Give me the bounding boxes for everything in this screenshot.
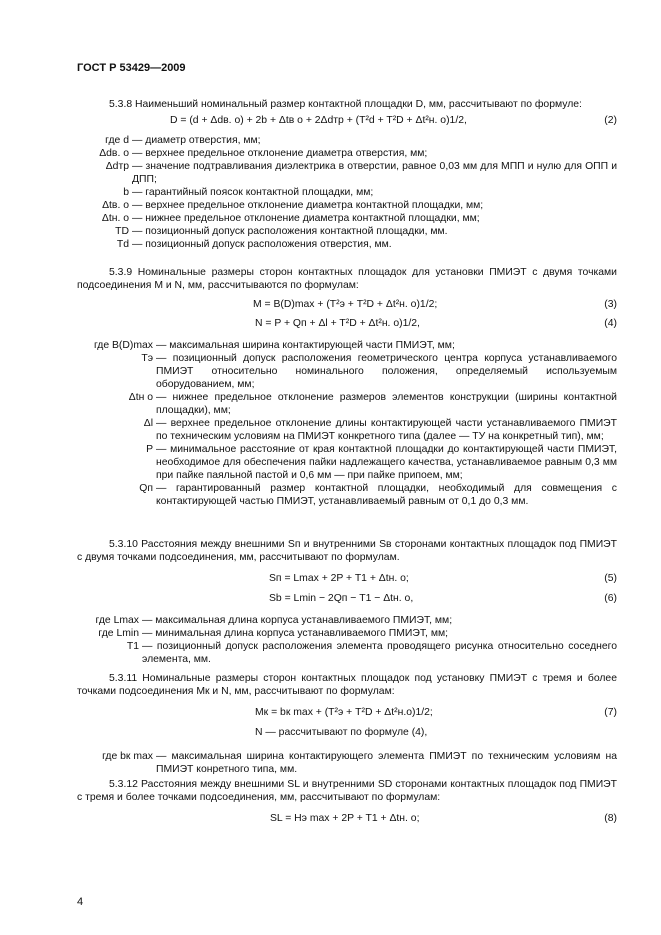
section-5-3-9-definitions [77, 339, 617, 508]
formula-7-number: (7) [604, 707, 617, 718]
section-5-3-11-intro: 5.3.11 Номинальные размеры сторон контактных площадок под установку ПМИЭТ с тремя и более точками подсоединения Mк и N, мм, рассчитывают по формулам: [77, 673, 617, 697]
definition-text: — максимальная длина корпуса устанавливаемого ПМИЭТ, мм; [142, 615, 453, 626]
definition-text: — минимальная длина корпуса устанавливаемого ПМИЭТ, мм; [142, 628, 448, 639]
definition-symbol: Δl [143, 418, 153, 429]
formula-8-number: (8) [604, 813, 617, 824]
section-5-3-12-intro: 5.3.12 Расстояния между внешними SL и внутренними SD сторонами контактных площадок под ПМИЭТ с тремя и более точками подсоединения, мм, рассчитывают по формулам: [77, 779, 617, 803]
formula-2 [77, 114, 617, 128]
definition-item [77, 417, 617, 443]
definition-item [77, 443, 617, 482]
definition-symbol: где Lmin [98, 628, 139, 639]
definition-text: — нижнее предельное отклонение диаметра контактной площадки, мм; [132, 213, 480, 224]
formula-7 [77, 706, 617, 720]
definition-item [77, 352, 617, 391]
formula-5 [77, 572, 617, 586]
definition-symbol: TD [115, 226, 129, 237]
definition-symbol: Δtв. о [102, 200, 129, 211]
definition-text: — минимальное расстояние от края контактной площадки до контактирующей части ПМИЭТ, необходимое для обеспечения пайки надлежащего качества, устанавливаемое равным 0,3 мм при пайке паяльной пастой и 0,6 мм — при пайке припоем, мм; [156, 444, 617, 481]
formula-3-number: (3) [604, 299, 617, 310]
definition-text: — позиционный допуск расположения отверстия, мм. [132, 239, 392, 250]
definition-item [77, 238, 617, 251]
definition-symbol: Δdв. о [99, 148, 129, 159]
section-5-3-8-text [77, 98, 617, 111]
definition-symbol: где d [105, 135, 129, 146]
definition-item [77, 640, 617, 666]
section-5-3-10-definitions [77, 614, 617, 666]
definition-item [77, 482, 617, 508]
definition-text: — значение подтравливания диэлектрика в отверстии, равное 0,03 мм для МПП и нулю для ОПП и ДПП; [132, 161, 617, 185]
section-5-3-11-definitions [77, 750, 617, 776]
definition-item [77, 134, 617, 147]
definition-item [77, 160, 617, 186]
definition-symbol: Qп [139, 483, 153, 494]
formula-3-expression: M = B(D)max + (T²э + T²D + Δt²н. о)1/2; [253, 299, 438, 310]
formula-2-number: (2) [604, 115, 617, 126]
formula-2-expression: D = (d + Δdв. о) + 2b + Δtв о + 2Δdтр + (T²d + T²D + Δt²н. о)1/2, [170, 115, 467, 126]
section-5-3-9-text [77, 266, 617, 292]
section-5-3-10-text [77, 538, 617, 564]
definition-symbol: Δtн о [128, 392, 153, 403]
formula-4-number: (4) [604, 318, 617, 329]
section-5-3-8-definitions [77, 134, 617, 251]
definition-symbol: где B(D)max [93, 340, 153, 351]
definition-text: — гарантированный размер контактной площадки, необходимый для совмещения с контактирующей частью ПМИЭТ, устанавливаемый равным от 0,1 до 0,3 мм. [156, 483, 617, 507]
definition-symbol: Tэ [141, 353, 153, 364]
formula-5-number: (5) [604, 573, 617, 584]
definition-text: — позиционный допуск расположения контактной площадки, мм. [132, 226, 448, 237]
formula-7-expression: Mк = bк max + (T²э + T²D + Δt²н.о)1/2; [255, 707, 433, 718]
definition-symbol: где bк max [102, 751, 153, 762]
page-number: 4 [77, 896, 84, 908]
definition-text: — верхнее предельное отклонение длины контактирующей части устанавливаемого ПМИЭТ по техническим условиям на ПМИЭТ конкретного типа (далее — ТУ на конкретный тип), мм; [156, 418, 617, 442]
section-5-3-10-intro: 5.3.10 Расстояния между внешними Sп и внутренними Sв сторонами контактных площадок под ПМИЭТ с двумя точками подсоединения, мм, рассчитывают по формулам. [77, 539, 617, 563]
document-header: ГОСТ Р 53429—2009 [77, 62, 186, 74]
definition-item [77, 750, 617, 776]
formula-3 [77, 298, 617, 312]
definition-text: — нижнее предельное отклонение размеров элементов конструкции (ширины контактной площадки), мм; [156, 392, 617, 416]
formula-8-expression: SL = Hэ max + 2P + T1 + Δtн. о; [270, 813, 420, 824]
formula-4-expression: N = P + Qп + Δl + T²D + Δt²н. о)1/2, [255, 318, 420, 329]
section-5-3-8-intro: 5.3.8 Наименьший номинальный размер контактной площадки D, мм, рассчитывают по формуле: [109, 99, 582, 110]
definition-text: — позиционный допуск расположения элемента проводящего рисунка относительно соседнего элемента, мм. [142, 641, 617, 665]
formula-6-expression: Sb = Lmin − 2Qп − T1 − Δtн. о, [269, 593, 414, 604]
definition-item [77, 147, 617, 160]
definition-text: — максимальная ширина контактирующей части ПМИЭТ, мм; [156, 340, 455, 351]
definition-item [77, 339, 617, 352]
definition-item [77, 391, 617, 417]
definition-item [77, 614, 617, 627]
definition-symbol: b [123, 187, 129, 198]
formula-6 [77, 592, 617, 606]
definition-text: — верхнее предельное отклонение диаметра отверстия, мм; [132, 148, 428, 159]
formula-6-number: (6) [604, 593, 617, 604]
definition-item [77, 186, 617, 199]
definition-symbol: P [146, 444, 153, 455]
definition-symbol: где Lmax [95, 615, 139, 626]
definition-item [77, 627, 617, 640]
definition-item [77, 225, 617, 238]
definition-symbol: T1 [126, 641, 139, 652]
definition-text: — верхнее предельное отклонение диаметра контактной площадки, мм; [132, 200, 484, 211]
formula-8 [77, 812, 617, 826]
section-5-3-9-intro: 5.3.9 Номинальные размеры сторон контактных площадок для установки ПМИЭТ с двумя точками подсоединения M и N, мм, рассчитываются по формулам: [77, 267, 617, 291]
definition-text: — диаметр отверстия, мм; [132, 135, 261, 146]
definition-symbol: Δdтр [105, 161, 129, 172]
formula-4 [77, 317, 617, 331]
definition-text: — гарантийный поясок контактной площадки, мм; [132, 187, 374, 198]
definition-item [77, 199, 617, 212]
formula-7-note [77, 726, 617, 740]
definition-symbol: Td [116, 239, 129, 250]
definition-text: — максимальная ширина контактирующего элемента ПМИЭТ по техническим условиям на ПМИЭТ конретного типа, мм. [156, 751, 617, 775]
definition-symbol: Δtн. о [101, 213, 129, 224]
definition-item [77, 212, 617, 225]
section-5-3-12-text [77, 778, 617, 804]
definition-text: — позиционный допуск расположения геометрического центра корпуса устанавливаемого ПМИЭТ относительно номинального положения, определяемый используемым оборудованием, мм; [156, 353, 617, 390]
formula-7-note-text: N — рассчитывают по формуле (4), [255, 727, 428, 738]
section-5-3-11-text [77, 672, 617, 698]
formula-5-expression: Sп = Lmax + 2P + T1 + Δtн. о; [269, 573, 409, 584]
